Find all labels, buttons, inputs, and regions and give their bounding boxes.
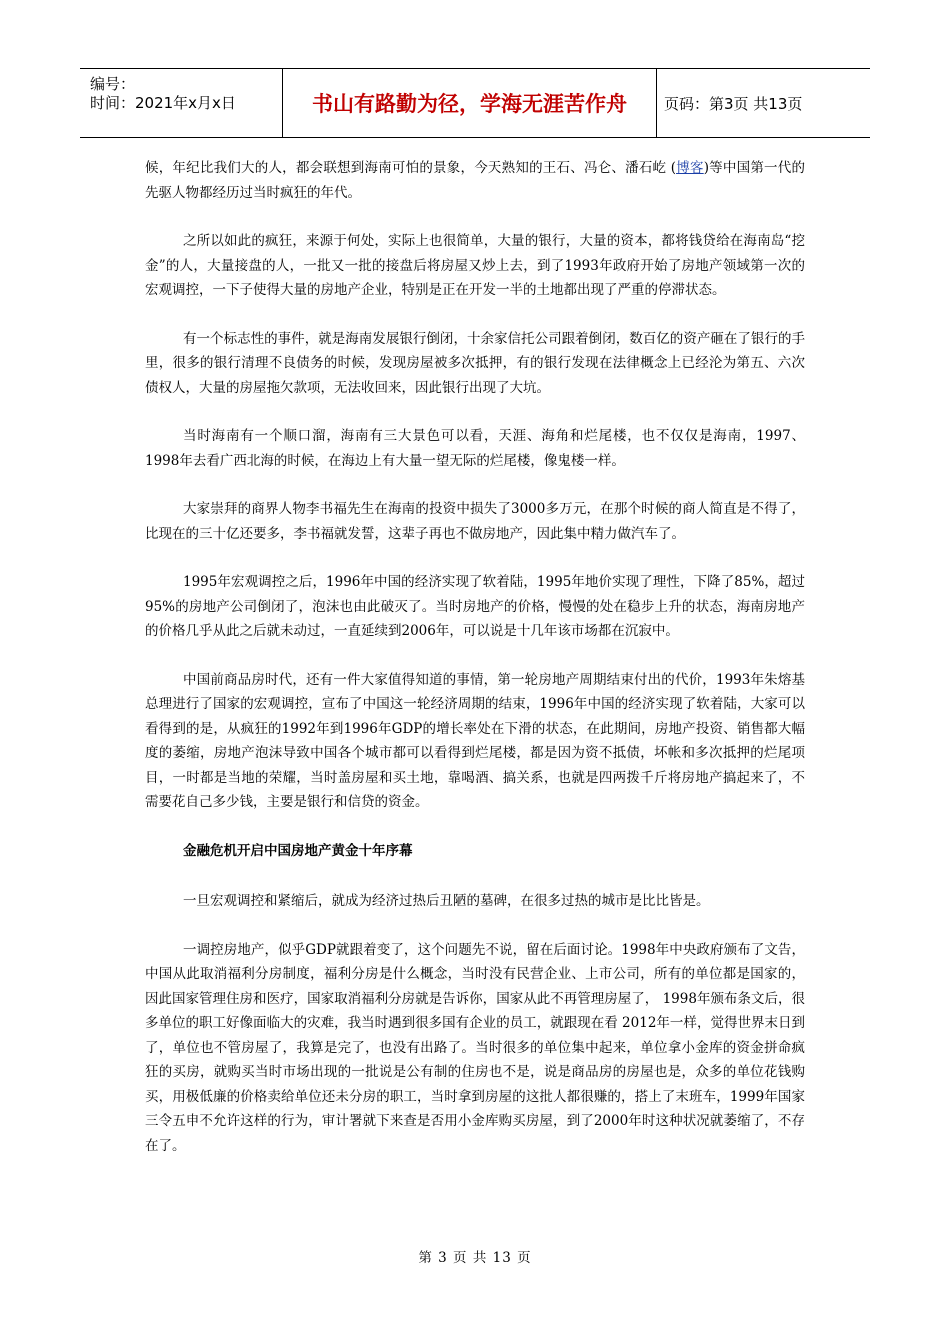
paragraph-text: 候，年纪比我们大的人，都会联想到海南可怕的景象，今天熟知的王石、冯仑、潘石屹 ( [145,160,677,176]
paragraph: 1995年宏观调控之后，1996年中国的经济实现了软着陆，1995年地价实现了理性，下降了85%，超过95%的房地产公司倒闭了，泡沫也由此破灭了。当时房地产的价格，慢慢的处在稳步上升的状态，海南房地产的价格几乎从此之后就未动过，一直延续到2006年，可以说是十几年该市场都在沉寂中。 [145,574,805,639]
document-number-label: 编号： [90,75,136,93]
paragraph: 一旦宏观调控和紧缩后，就成为经济过热后丑陋的墓碑，在很多过热的城市是比比皆是。 [183,893,710,909]
header-page-number: 页码：第3页 共13页 [664,94,803,113]
paragraph-text: )等中国第一代的先驱人物都经历过当时疯狂的年代。 [145,160,805,201]
paragraph [145,156,805,205]
section-heading: 金融危机开启中国房地产黄金十年序幕 [183,842,413,859]
paragraph: 之所以如此的疯狂，来源于何处，实际上也很简单，大量的银行，大量的资本，都将钱贷给在海南岛“挖金”的人，大量接盘的人，一批又一批的接盘后将房屋又炒上去，到了1993年政府开始了房地产领域第一次的宏观调控，一下子使得大量的房地产企业，特别是正在开发一半的土地都出现了严重的停滞状态。 [145,233,805,298]
paragraph: 当时海南有一个顺口溜，海南有三大景色可以看，天涯、海角和烂尾楼，也不仅仅是海南，1997、1998年去看广西北海的时候，在海边上有大量一望无际的烂尾楼，像鬼楼一样。 [145,428,805,469]
footer-page-number: 第 3 页 共 13 页 [418,1250,532,1266]
page-header [80,68,870,138]
document-date-label: 时间：2021年x月x日 [90,94,236,112]
blog-link[interactable]: 博客 [676,160,704,176]
header-motto: 书山有路勤为径，学海无涯苦作舟 [283,69,657,137]
paragraph: 有一个标志性的事件，就是海南发展银行倒闭，十余家信托公司跟着倒闭，数百亿的资产砸在了银行的手里，很多的银行清理不良债务的时候，发现房屋被多次抵押，有的银行发现在法律概念上已经沦为第五、六次债权人，大量的房屋拖欠款项，无法收回来，因此银行出现了大坑。 [145,330,805,396]
paragraph: 大家崇拜的商界人物李书福先生在海南的投资中损失了3000多万元，在那个时候的商人简直是不得了，比现在的三十亿还要多，李书福就发誓，这辈子再也不做房地产，因此集中精力做汽车了。 [145,501,805,542]
page-footer [0,1246,950,1266]
paragraph: 中国前商品房时代，还有一件大家值得知道的事情，第一轮房地产周期结束付出的代价，1993年朱熔基总理进行了国家的宏观调控，宣布了中国这一轮经济周期的结束，1996年中国的经济实现了软着陆，大家可以看得到的是，从疯狂的1992年到1996年GDP的增长率处在下滑的状态，在此期间，房地产投资、销售都大幅度的萎缩，房地产泡沫导致中国各个城市都可以看得到烂尾楼，都是因为资不抵债，坏帐和多次抵押的烂尾项目，一时都是当地的荣耀，当时盖房屋和买土地，靠喝酒、搞关系，也就是四两拨千斤将房地产搞起来了，不需要花自己多少钱，主要是银行和信贷的资金。 [145,671,805,810]
header-meta [80,69,283,137]
paragraph: 一调控房地产，似乎GDP就跟着变了，这个问题先不说，留在后面讨论。1998年中央政府颁布了文告，中国从此取消福利分房制度，福利分房是什么概念，当时没有民营企业、上市公司，所有的单位都是国家的，因此国家管理住房和医疗，国家取消福利分房就是告诉你，国家从此不再管理房屋了， 1998年颁布条文后，很多单位的职工好像面临大的灾难，我当时遇到很多国有企业的员工，就跟现在看 2012年一样，觉得世界末日到了，单位也不管房屋了，我算是完了，也没有出路了。当时很多的单位集中起来，单位拿小金库的资金拼命疯狂的买房，就购买当时市场出现的一批说是公有制的住房也不是，说是商品房的房屋也是，众多的单位花钱购买，用极低廉的价格卖给单位还未分房的职工，当时拿到房屋的这批人都很赚的，搭上了末班车，1999年国家三令五申不允许这样的行为，审计署就下来查是否用小金库购买房屋，到了2000年时这种状况就萎缩了，不存在了。 [145,941,805,1154]
document-body [145,156,805,1182]
